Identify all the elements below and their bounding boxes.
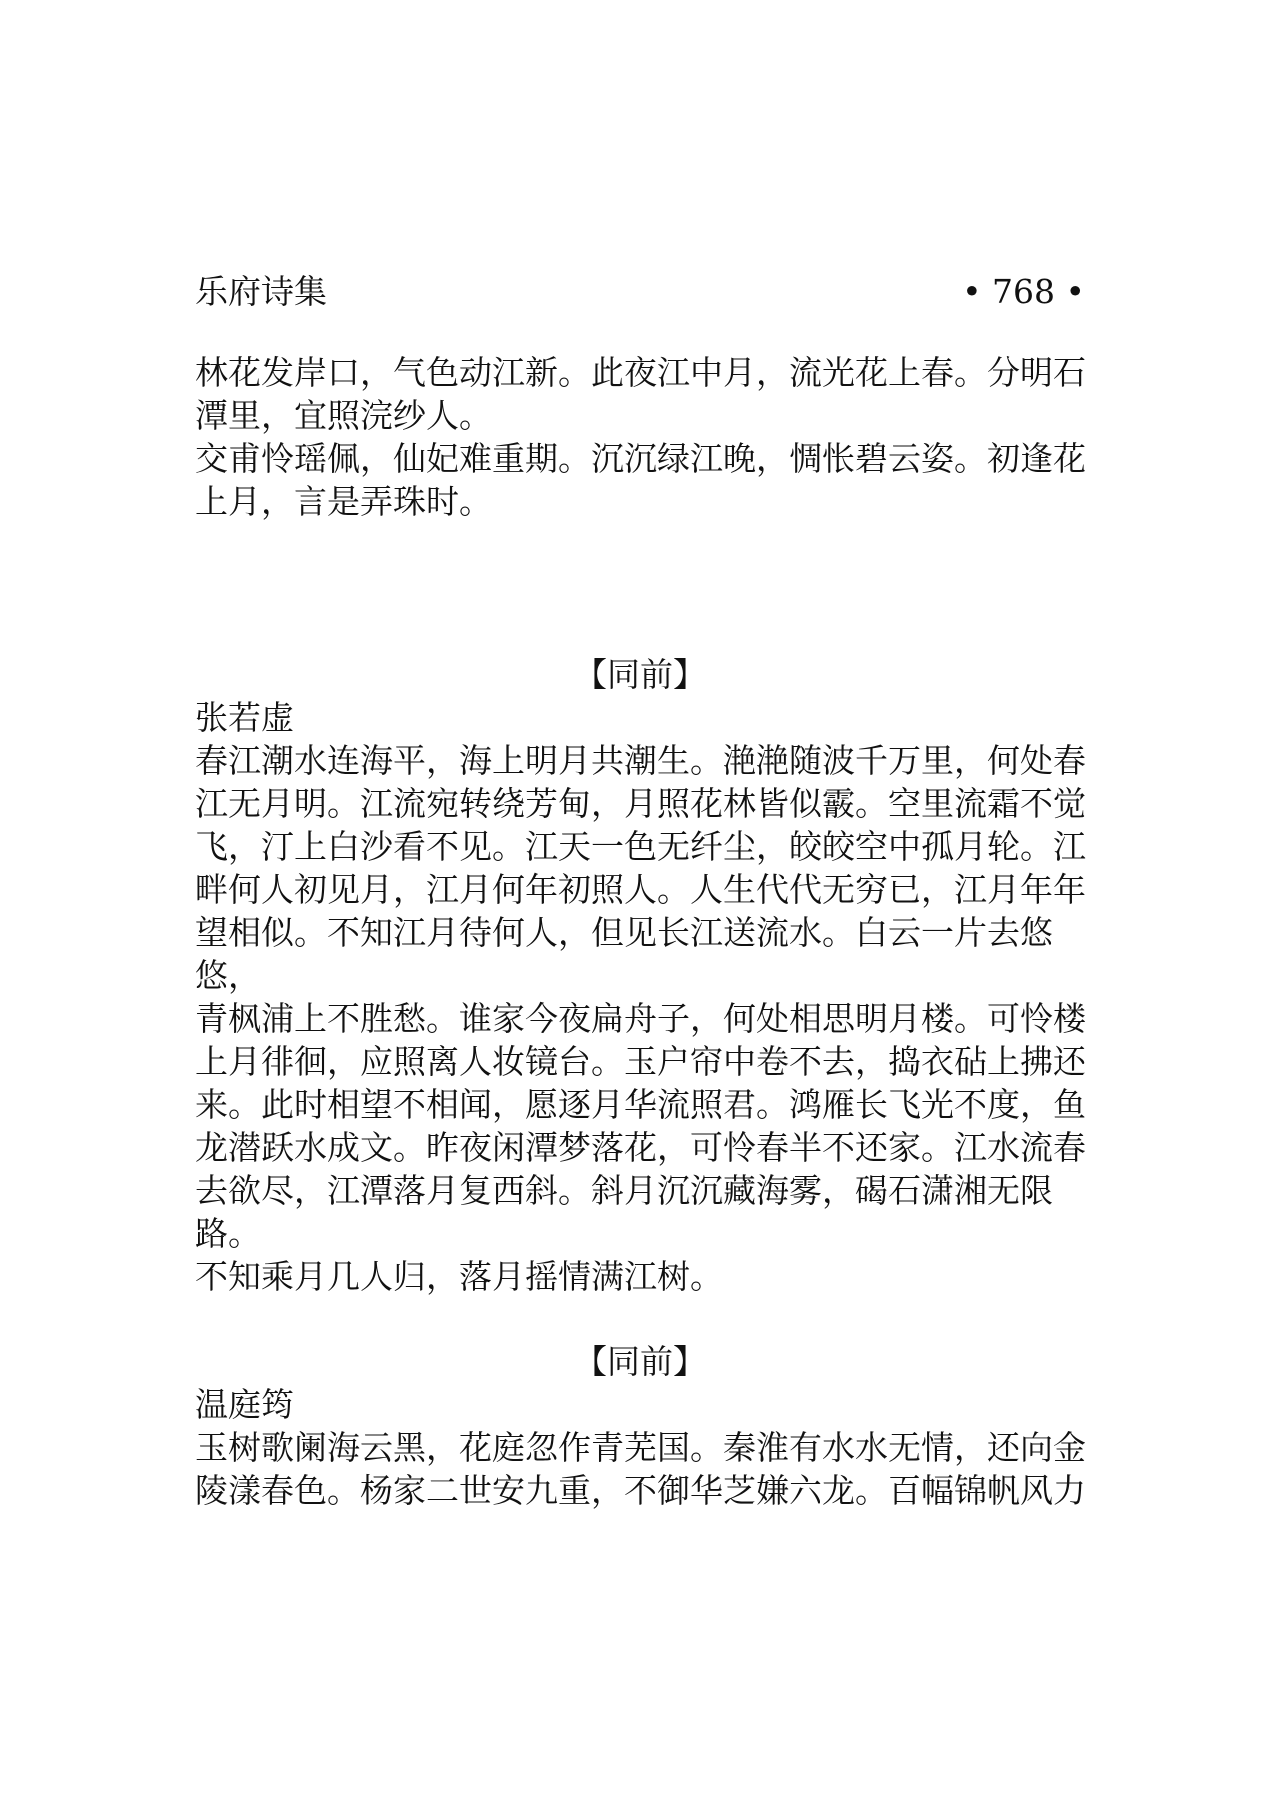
- poem-text: 春江潮水连海平，海上明月共潮生。滟滟随波千万里，何处春 江无月明。江流宛转绕芳甸，月照花林皆似霰。空里流霜不觉 飞，汀上白沙看不见。江天一色无纤尘，皎皎空中孤月轮。江 畔何人初见月，江月何年初照人。人生代代无穷已，江月年年 望相似。不知江月待何人，但见长江送流水。白云一片去悠悠， 青枫浦上不胜愁。谁家今夜扁舟子，何处相思明月楼。可怜楼 上月徘徊，应照离人妆镜台。玉户帘中卷不去，捣衣砧上拂还 来。此时相望不相闻，愿逐月华流照君。鸿雁长飞光不度，鱼 龙潜跃水成文。昨夜闲潭梦落花，可怜春半不还家。江水流春 去欲尽，江潭落月复西斜。斜月沉沉藏海雾，碣石潇湘无限路。 不知乘月几人归，落月摇情满江树。: [195, 741, 1086, 1296]
- poem-title: 【同前】: [574, 655, 706, 694]
- poem-author: 张若虚: [195, 698, 294, 737]
- poem-section: [195, 1340, 1105, 1512]
- poem-section: [195, 653, 1105, 1298]
- running-header: [195, 270, 1085, 314]
- poem-author: 温庭筠: [195, 1385, 294, 1424]
- poem-paragraph: 交甫怜瑶佩，仙妃难重期。沉沉绿江晚，惆怅碧云姿。初逢花 上月，言是弄珠时。: [195, 439, 1086, 521]
- poem-text: 玉树歌阑海云黑，花庭忽作青芜国。秦淮有水水无情，还向金 陵漾春色。杨家二世安九重，不御华芝嫌六龙。百幅锦帆风力: [195, 1428, 1086, 1510]
- page-number: • 768 •: [962, 272, 1085, 311]
- book-title: 乐府诗集: [195, 272, 327, 311]
- poem-paragraph: 林花发岸口，气色动江新。此夜江中月，流光花上春。分明石 潭里，宜照浣纱人。: [195, 353, 1086, 435]
- poem-title: 【同前】: [574, 1342, 706, 1381]
- poem-continuation: [195, 351, 1105, 523]
